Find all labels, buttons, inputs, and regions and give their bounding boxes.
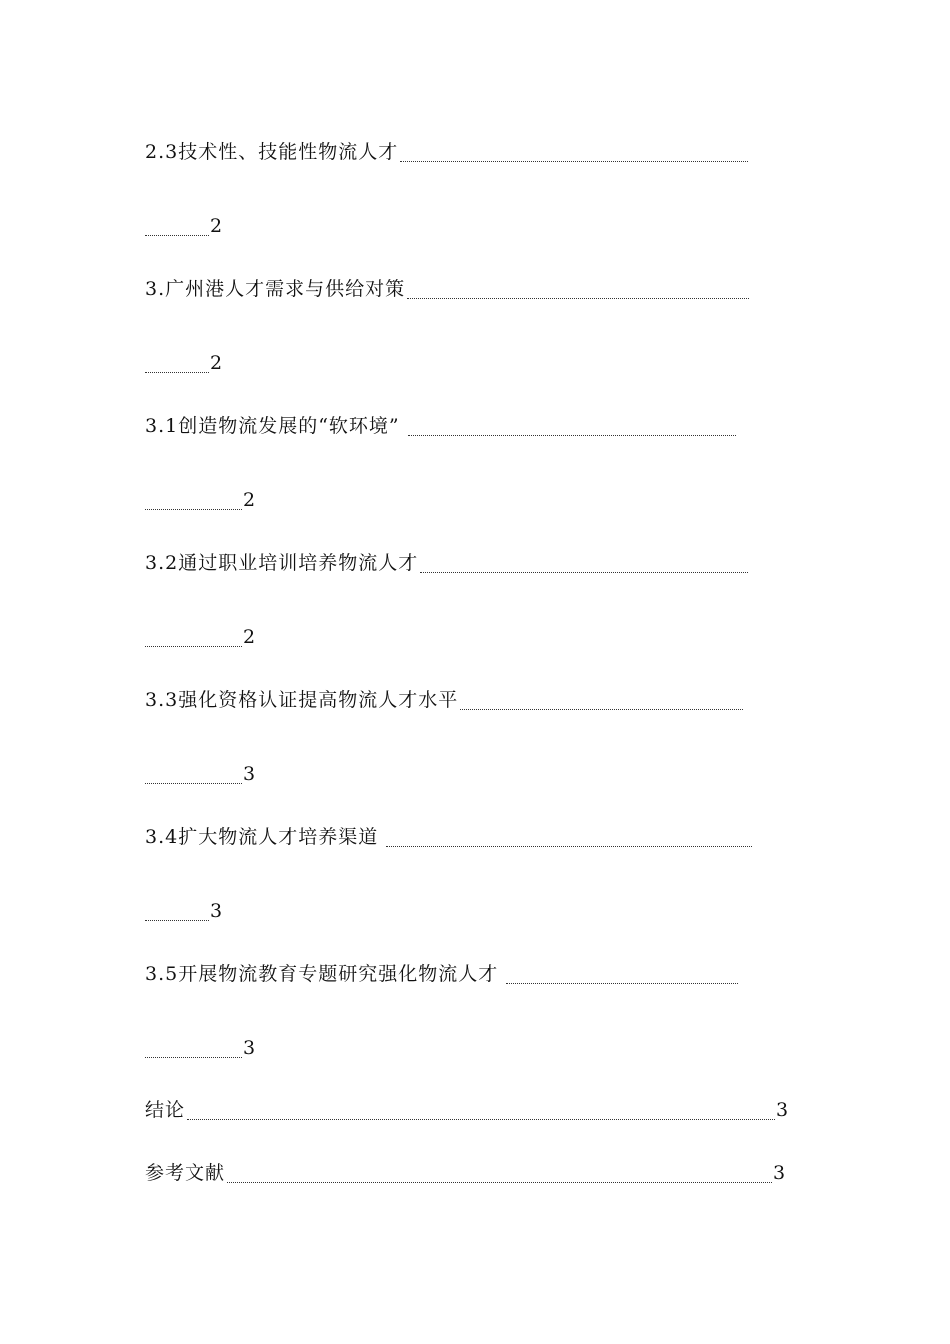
dot-leader: [145, 783, 242, 784]
toc-entry-continuation: [145, 213, 222, 239]
dot-leader: [187, 1119, 775, 1120]
toc-entry-continuation: [145, 761, 255, 787]
dot-leader: [420, 572, 748, 573]
dot-leader: [460, 709, 743, 710]
toc-entry-continuation: [145, 1035, 255, 1061]
toc-entry-title: 结论: [145, 1099, 186, 1121]
dot-leader: [145, 235, 209, 236]
dot-leader: [408, 435, 736, 436]
toc-entry-title-line[interactable]: [145, 139, 748, 165]
dot-leader: [400, 161, 748, 162]
toc-page-number: 2: [243, 626, 256, 648]
toc-entry-title: 3.广州港人才需求与供给对策: [145, 278, 406, 300]
toc-entry-title: 3.1创造物流发展的“软环境”: [145, 415, 400, 437]
toc-entry-title-line[interactable]: [145, 824, 752, 850]
toc-page-number: 3: [210, 900, 223, 922]
toc-entry-title-line[interactable]: [145, 276, 749, 302]
dot-leader: [145, 920, 209, 921]
toc-entry-title-line[interactable]: [145, 1097, 788, 1123]
toc-entry-title-line[interactable]: [145, 550, 748, 576]
toc-entry-continuation: [145, 350, 222, 376]
toc-entry-title-line[interactable]: [145, 1160, 785, 1186]
toc-page-number: 3: [243, 763, 256, 785]
toc-entry-continuation: [145, 624, 255, 650]
toc-page-number: 2: [210, 215, 223, 237]
dot-leader: [145, 372, 209, 373]
toc-entry-title-line[interactable]: [145, 687, 743, 713]
toc-entry-title: 3.5开展物流教育专题研究强化物流人才: [145, 963, 499, 985]
toc-page-number: 3: [243, 1037, 256, 1059]
dot-leader: [145, 646, 242, 647]
dot-leader: [145, 1057, 242, 1058]
toc-entry-title: 参考文献: [145, 1162, 226, 1184]
dot-leader: [227, 1182, 772, 1183]
toc-page-number: 2: [210, 352, 223, 374]
toc-entry-title: 3.3强化资格认证提高物流人才水平: [145, 689, 459, 711]
toc-page-number: 2: [243, 489, 256, 511]
dot-leader: [407, 298, 749, 299]
toc-entry-title: 2.3技术性、技能性物流人才: [145, 141, 399, 163]
toc-entry-title: 3.4扩大物流人才培养渠道: [145, 826, 379, 848]
dot-leader: [506, 983, 738, 984]
toc-page-number: 3: [776, 1099, 789, 1121]
toc-entry-title-line[interactable]: [145, 961, 738, 987]
toc-entry-continuation: [145, 487, 255, 513]
dot-leader: [145, 509, 242, 510]
toc-entry-title-line[interactable]: [145, 413, 736, 439]
toc-entry-continuation: [145, 898, 222, 924]
dot-leader: [386, 846, 752, 847]
toc-page-number: 3: [773, 1162, 786, 1184]
toc-entry-title: 3.2通过职业培训培养物流人才: [145, 552, 419, 574]
